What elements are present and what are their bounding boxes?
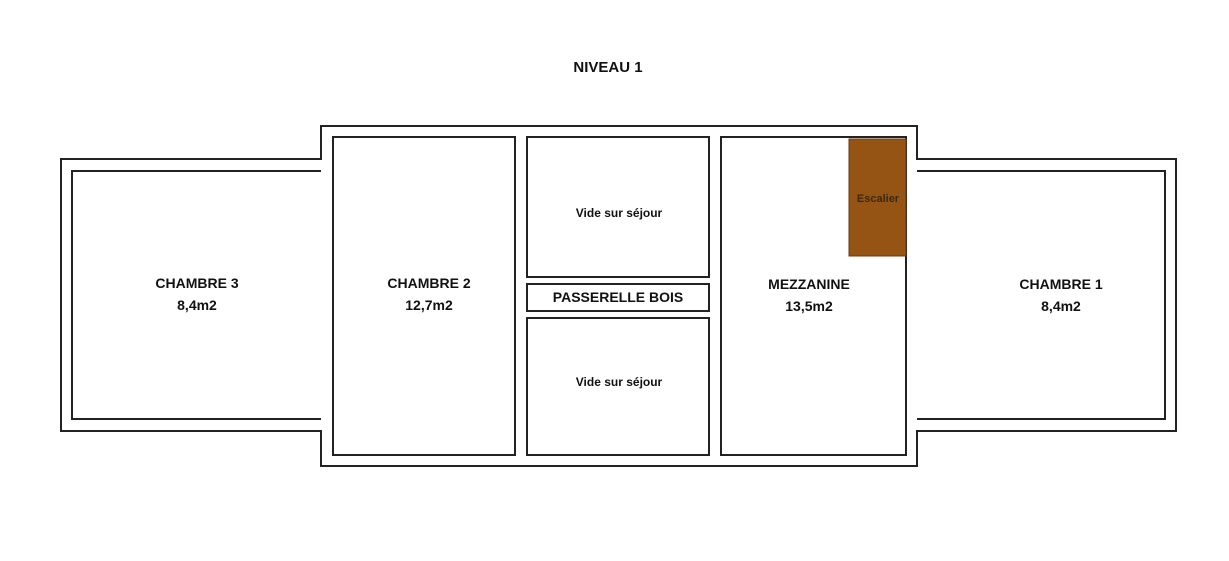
mezzanine-area: 13,5m2 [785,298,833,314]
room-chambre-2 [333,137,515,455]
chambre-3-area: 8,4m2 [177,297,217,313]
chambre-1-name: CHAMBRE 1 [1019,276,1103,292]
plan-title: NIVEAU 1 [573,59,643,76]
passerelle-label: PASSERELLE BOIS [552,289,684,305]
escalier-label: Escalier [856,193,900,205]
left-wing-inner-wall [72,171,321,419]
chambre-1-area: 8,4m2 [1041,298,1081,314]
mezzanine-name: MEZZANINE [768,276,850,292]
chambre-3-name: CHAMBRE 3 [155,275,239,291]
vide-top-label: Vide sur séjour [575,206,663,220]
vide-bottom-label: Vide sur séjour [575,375,663,389]
chambre-2-name: CHAMBRE 2 [387,275,471,291]
right-wing-inner-wall [917,171,1165,419]
chambre-2-area: 12,7m2 [405,297,453,313]
